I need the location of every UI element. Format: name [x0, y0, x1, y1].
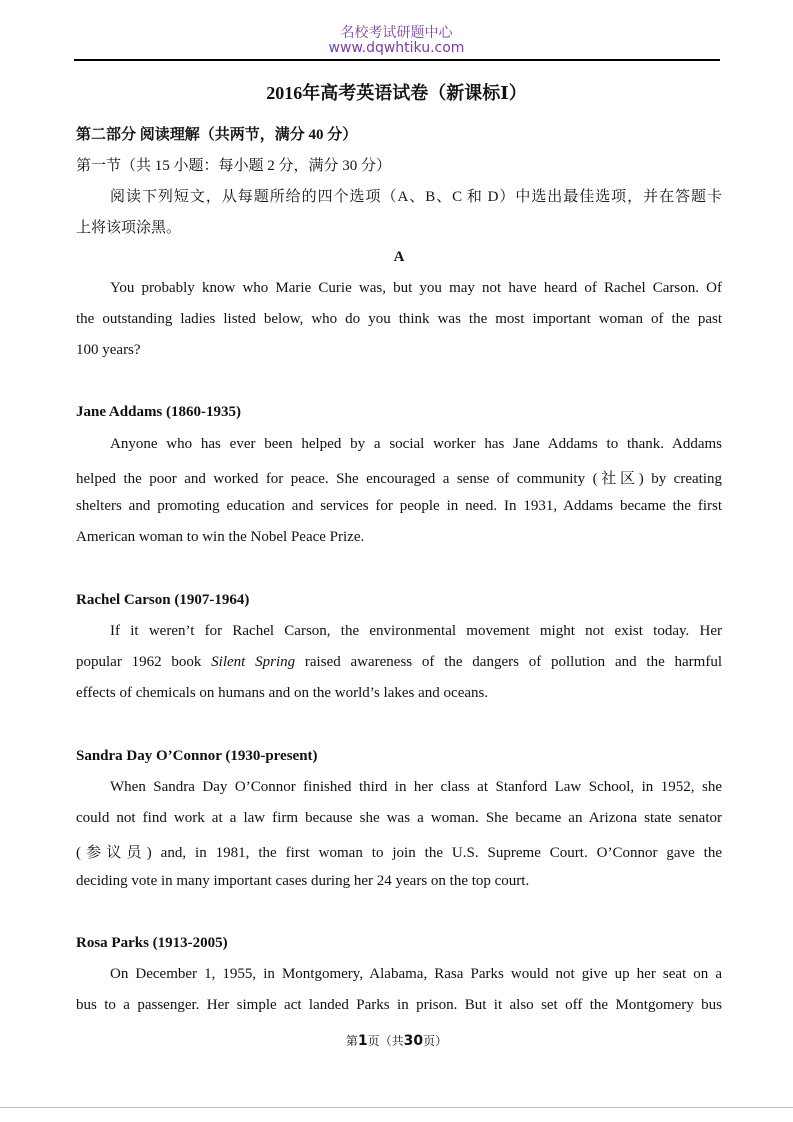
addams-line-3: shelters and promoting education and services for people in need. In 1931, Addams became the first	[76, 498, 722, 514]
part-heading: 第二部分 阅读理解（共两节，满分 40 分）	[76, 127, 358, 143]
header-site-url[interactable]: www.dqwhtiku.com	[328, 40, 465, 56]
footer-suffix: 页）	[423, 1034, 448, 1048]
footer-page-number: 1	[357, 1033, 368, 1049]
addams-line-2: helped the poor and worked for peace. She encouraged a sense of community (社区) by creating	[76, 471, 722, 487]
footer-prefix: 第	[345, 1034, 358, 1048]
carson-line-1: If it weren’t for Rachel Carson, the environmental movement might not exist today. Her	[110, 623, 722, 639]
footer-total-pages: 30	[403, 1033, 424, 1049]
intro-line-1: You probably know who Marie Curie was, but you may not have heard of Rachel Carson. Of	[110, 280, 722, 296]
passage-label: A	[393, 249, 405, 265]
page-title: 2016年高考英语试卷（新课标Ⅰ）	[266, 83, 527, 103]
instructions-line-1: 阅读下列短文，从每题所给的四个选项（A、B、C 和 D）中选出最佳选项，并在答题卡	[110, 189, 722, 205]
page-bottom-edge	[0, 1107, 793, 1108]
oconnor-heading: Sandra Day O’Connor (1930-present)	[76, 748, 318, 764]
header-rule	[74, 59, 720, 61]
carson-line-2-post: raised awareness of the dangers of pollution and the harmful	[295, 654, 722, 670]
addams-line-4: American woman to win the Nobel Peace Prize.	[76, 529, 365, 545]
addams-line-1: Anyone who has ever been helped by a social worker has Jane Addams to thank. Addams	[110, 436, 722, 452]
carson-heading: Rachel Carson (1907-1964)	[76, 592, 250, 608]
parks-line-1: On December 1, 1955, in Montgomery, Alabama, Rasa Parks would not give up her seat on a	[110, 966, 722, 982]
instructions-line-2: 上将该项涂黑。	[76, 220, 182, 236]
carson-line-2-pre: popular 1962 book	[76, 654, 212, 670]
footer-middle: 页（共	[367, 1034, 404, 1048]
book-title: Silent Spring	[211, 654, 296, 670]
oconnor-line-2: could not find work at a law firm because she was a woman. She became an Arizona state senator	[76, 810, 722, 826]
intro-line-3: 100 years?	[76, 342, 141, 358]
intro-line-2: the outstanding ladies listed below, who do you think was the most important woman of the past	[76, 311, 722, 327]
page-footer	[0, 1032, 793, 1049]
oconnor-line-4: deciding vote in many important cases during her 24 years on the top court.	[76, 873, 530, 889]
carson-line-2	[76, 654, 722, 671]
addams-heading: Jane Addams (1860-1935)	[76, 404, 242, 420]
oconnor-line-3: (参议员) and, in 1981, the first woman to join the U.S. Supreme Court. O’Connor gave the	[76, 845, 722, 861]
oconnor-line-1: When Sandra Day O’Connor finished third in her class at Stanford Law School, in 1952, she	[110, 779, 722, 795]
header-site-name: 名校考试研题中心	[340, 25, 453, 41]
parks-line-2: bus to a passenger. Her simple act landed Parks in prison. But it also set off the Montgomery bus	[76, 997, 722, 1013]
section-heading: 第一节（共 15 小题：每小题 2 分，满分 30 分）	[76, 158, 392, 174]
carson-line-3: effects of chemicals on humans and on the world’s lakes and oceans.	[76, 685, 489, 701]
parks-heading: Rosa Parks (1913-2005)	[76, 935, 228, 951]
